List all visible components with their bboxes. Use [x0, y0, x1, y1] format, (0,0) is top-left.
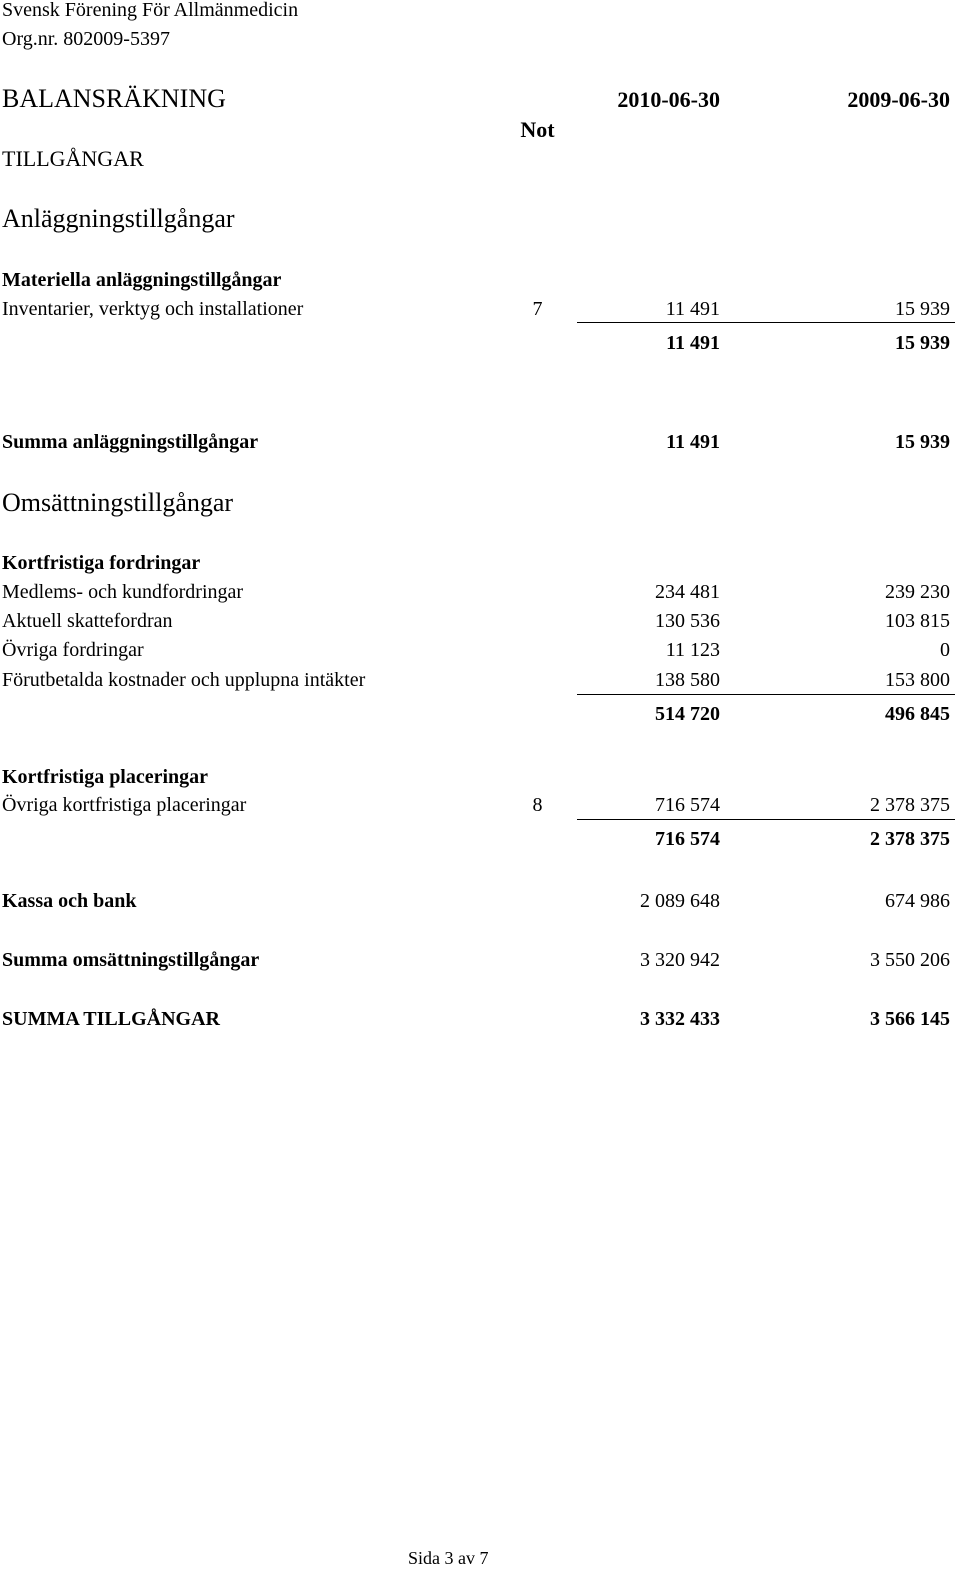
row-label: Inventarier, verktyg och installationer	[2, 298, 304, 320]
page-number: Sida 3 av 7	[408, 1548, 489, 1568]
sum-oms-label: Summa omsättningstillgångar	[2, 949, 260, 971]
row-value-2010: 130 536	[655, 610, 720, 632]
subheading-materiella: Materiella anläggningstillgångar	[2, 269, 282, 291]
subtotal-2010: 514 720	[655, 703, 720, 725]
sum-anl-2010: 11 491	[666, 431, 720, 453]
row-value-2010: 234 481	[655, 581, 720, 603]
subtotal-2009: 2 378 375	[870, 828, 950, 850]
heading-anlaggningstillgangar: Anläggningstillgångar	[2, 204, 235, 233]
column-header-2009: 2009-06-30	[847, 87, 950, 112]
subheading-kortfristiga-placeringar: Kortfristiga placeringar	[2, 766, 209, 788]
subtotal-2010: 11 491	[666, 332, 720, 354]
heading-omsattningstillgangar: Omsättningstillgångar	[2, 488, 234, 517]
row-label: Förutbetalda kostnader och upplupna intäkter	[2, 669, 366, 691]
row-label: Aktuell skattefordran	[2, 610, 173, 632]
section-heading-tillgangar: TILLGÅNGAR	[2, 146, 144, 171]
row-value-2009: 239 230	[885, 581, 950, 603]
org-name: Svensk Förening För Allmänmedicin	[2, 0, 299, 21]
row-label: Övriga kortfristiga placeringar	[2, 794, 247, 816]
row-label: Medlems- och kundfordringar	[2, 581, 244, 603]
total-assets-label: SUMMA TILLGÅNGAR	[2, 1008, 220, 1030]
column-header-2010: 2010-06-30	[617, 87, 720, 112]
row-note: 8	[532, 794, 543, 816]
kassa-label: Kassa och bank	[2, 890, 137, 912]
row-value-2009: 103 815	[885, 610, 950, 632]
row-label: Övriga fordringar	[2, 639, 144, 661]
row-value-2010: 11 491	[665, 298, 720, 320]
row-value-2009: 2 378 375	[870, 794, 950, 816]
total-assets-2010: 3 332 433	[640, 1008, 720, 1030]
row-value-2009: 15 939	[895, 298, 950, 320]
subtotal-rule	[577, 819, 955, 820]
kassa-2009: 674 986	[885, 890, 950, 912]
row-value-2010: 138 580	[655, 669, 720, 691]
row-value-2009: 0	[940, 639, 950, 661]
subtotal-2009: 496 845	[885, 703, 950, 725]
sum-oms-2009: 3 550 206	[870, 949, 950, 971]
kassa-2010: 2 089 648	[640, 890, 720, 912]
row-value-2009: 153 800	[885, 669, 950, 691]
row-value-2010: 11 123	[665, 639, 720, 661]
subtotal-2009: 15 939	[895, 332, 950, 354]
subtotal-rule	[577, 322, 955, 323]
sum-oms-2010: 3 320 942	[640, 949, 720, 971]
sum-anl-label: Summa anläggningstillgångar	[2, 431, 259, 453]
row-note: 7	[532, 298, 543, 320]
org-number: Org.nr. 802009-5397	[2, 28, 170, 50]
subtotal-rule	[577, 694, 955, 695]
row-value-2010: 716 574	[655, 794, 720, 816]
sum-anl-2009: 15 939	[895, 431, 950, 453]
subheading-kortfristiga-fordringar: Kortfristiga fordringar	[2, 552, 201, 574]
total-assets-2009: 3 566 145	[870, 1008, 950, 1030]
page-title: BALANSRÄKNING	[2, 84, 226, 113]
subtotal-2010: 716 574	[655, 828, 720, 850]
column-header-not: Not	[520, 117, 555, 142]
